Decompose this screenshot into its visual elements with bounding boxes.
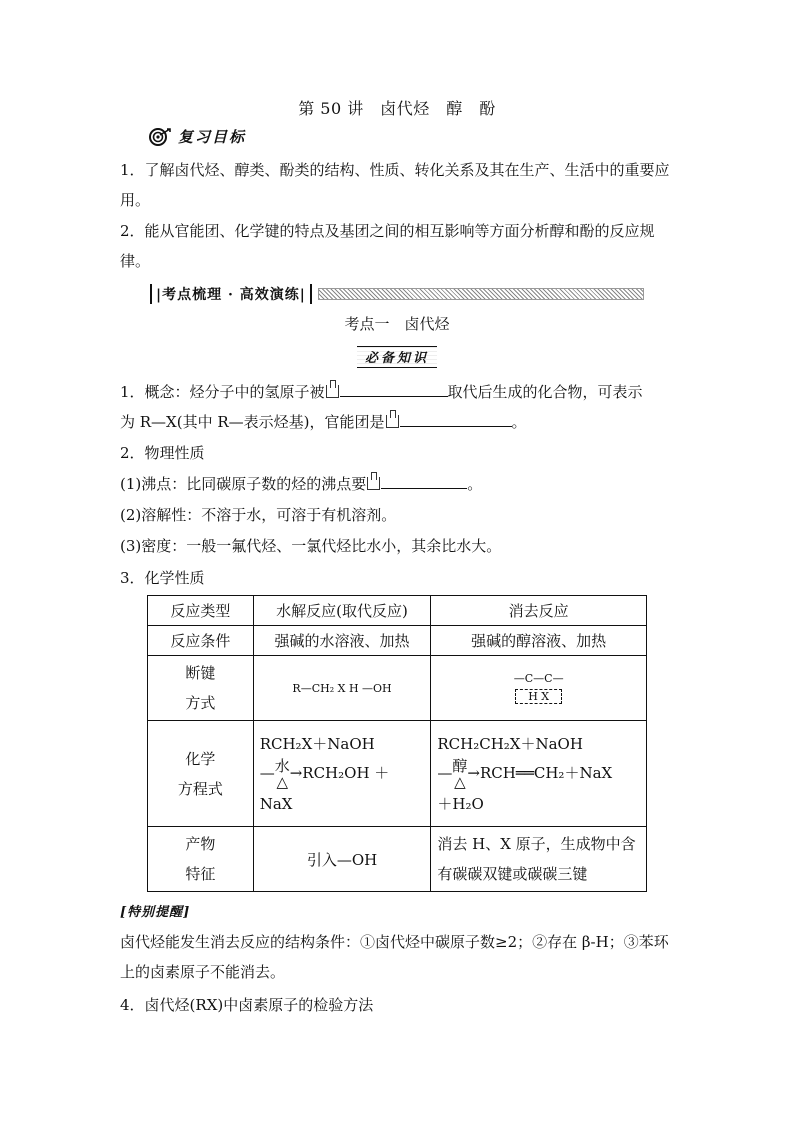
section-banner bbox=[150, 284, 644, 304]
reaction-table bbox=[147, 595, 647, 892]
density: (3)密度：一般一氟代烃、一氯代烃比水小，其余比水大。 bbox=[120, 537, 502, 555]
table-row: 化学 方程式 RCH₂X＋NaOH —水 △ →RCH₂OH ＋ NaX RCH₂CH₂X＋NaOH —醇 △ →RCH══CH₂＋NaX ＋H₂O bbox=[148, 721, 647, 827]
section-title: 考点一 卤代烃 bbox=[344, 315, 450, 333]
elimination-bond-cleavage: —C—C— H X bbox=[431, 656, 647, 721]
table-row: 反应条件 强碱的水溶液、加热 强碱的醇溶液、加热 bbox=[148, 626, 647, 656]
goals-heading bbox=[148, 126, 246, 147]
tip-label: [特别提醒] bbox=[120, 905, 191, 920]
banner-label: |考点梳理 · 高效演练| bbox=[150, 284, 312, 304]
table-row: 断键 方式 R—CH₂ X H —OH —C—C— H X bbox=[148, 656, 647, 721]
pen-icon bbox=[386, 415, 399, 428]
boiling-point: (1)沸点：比同碳原子数的烃的沸点要 。 bbox=[120, 469, 680, 499]
pen-icon bbox=[326, 385, 339, 398]
elimination-equation: RCH₂CH₂X＋NaOH —醇 △ →RCH══CH₂＋NaX ＋H₂O bbox=[431, 721, 647, 827]
target-icon bbox=[148, 127, 174, 147]
solubility: (2)溶解性：不溶于水，可溶于有机溶剂。 bbox=[120, 506, 397, 524]
halogen-test-heading: 4．卤代烃(RX)中卤素原子的检验方法 bbox=[120, 996, 374, 1014]
hydrolysis-bond-cleavage: R—CH₂ X H —OH bbox=[253, 656, 431, 721]
page-title: 第 50 讲 卤代烃 醇 酚 bbox=[298, 99, 496, 118]
blank-1[interactable] bbox=[340, 378, 448, 397]
hydrolysis-equation: RCH₂X＋NaOH —水 △ →RCH₂OH ＋ NaX bbox=[253, 721, 431, 827]
table-row: 反应类型 水解反应(取代反应) 消去反应 bbox=[148, 596, 647, 626]
blank-3[interactable] bbox=[381, 470, 467, 489]
knowledge-stamp: 必备知识 bbox=[357, 346, 437, 368]
banner-hatch bbox=[318, 288, 644, 300]
goals-heading-label: 复习目标 bbox=[178, 128, 247, 146]
concept-paragraph: 1．概念：烃分子中的氢原子被 取代后生成的化合物，可表示 为 R—X(其中 R—表示烃基)，官能团是 。 bbox=[120, 377, 680, 437]
table-row: 产物 特征 引入—OH 消去 H、X 原子，生成物中含有碳碳双键或碳碳三键 bbox=[148, 827, 647, 892]
goal-item-1: 1．了解卤代烃、醇类、酚类的结构、性质、转化关系及其在生产、生活中的重要应用。 bbox=[120, 161, 670, 209]
chemical-heading: 3．化学性质 bbox=[120, 569, 205, 587]
tip-text: 卤代烃能发生消去反应的结构条件：①卤代烃中碳原子数≥2；②存在 β-H；③苯环上的卤素原子不能消去。 bbox=[120, 933, 669, 981]
blank-2[interactable] bbox=[400, 408, 512, 427]
pen-icon bbox=[367, 477, 380, 490]
goal-item-2: 2．能从官能团、化学键的特点及基团之间的相互影响等方面分析醇和酚的反应规律。 bbox=[120, 222, 655, 270]
physical-heading: 2．物理性质 bbox=[120, 444, 205, 462]
